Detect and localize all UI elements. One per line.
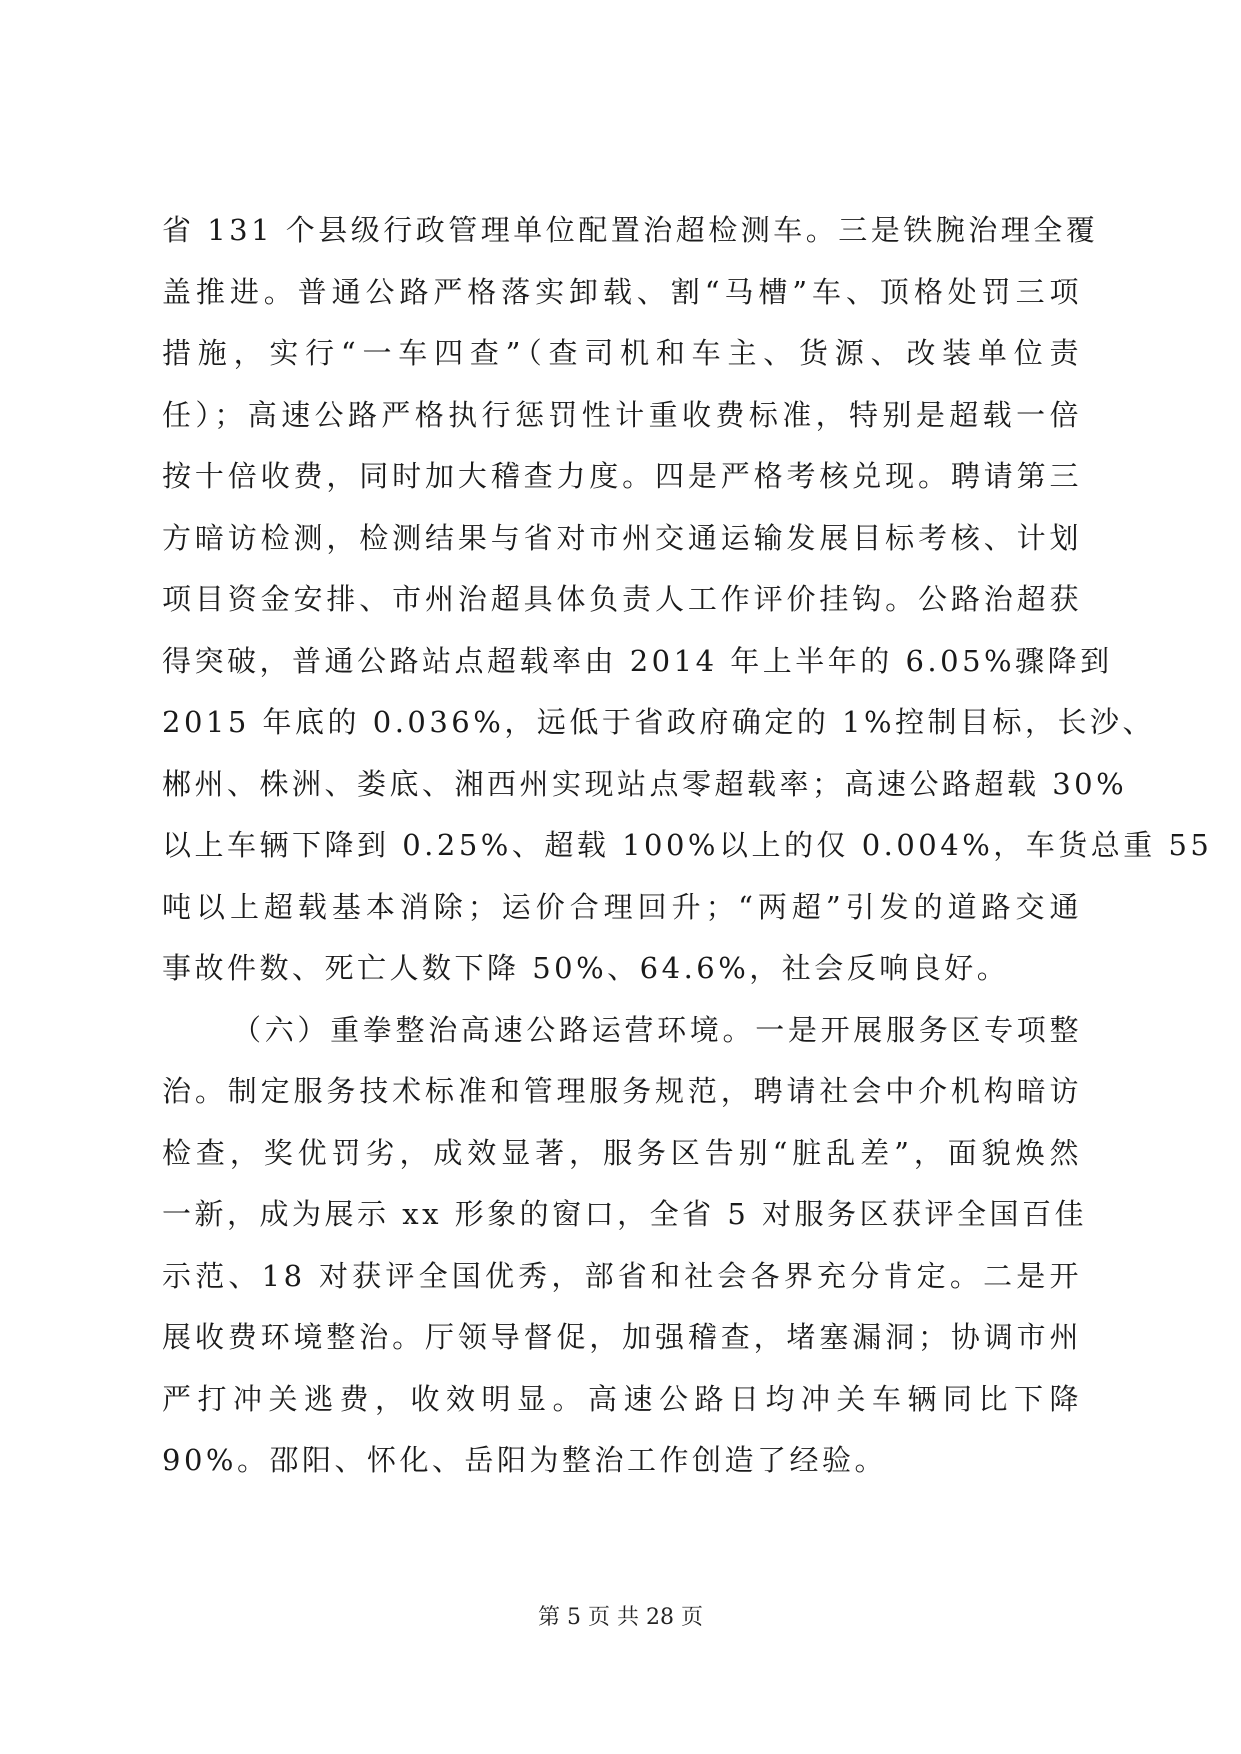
text-line: 检查，奖优罚劣，成效显著，服务区告别“脏乱差”，面貌焕然 xyxy=(162,1135,1082,1170)
text-line: 示范、18 对获评全国优秀，部省和社会各界充分肯定。二是开 xyxy=(162,1258,1082,1293)
text-line: 措施，实行“一车四查”（查司机和车主、货源、改装单位责 xyxy=(162,336,1082,370)
document-body xyxy=(162,200,1213,1492)
text-line: 省 131 个县级行政管理单位配置治超检测车。三是铁腕治理全覆 xyxy=(162,213,1099,247)
text-line: 事故件数、死亡人数下降 50%、64.6%，社会反响良好。 xyxy=(162,951,1010,985)
text-line: 2015 年底的 0.036%，远低于省政府确定的 1%控制目标，长沙、 xyxy=(162,705,1156,739)
page-number-footer: 第 5 页 共 28 页 xyxy=(538,1605,703,1630)
section-heading-line: （六）重拳整治高速公路运营环境。一是开展服务区专项整 xyxy=(232,1012,1082,1047)
text-line: 治。制定服务技术标准和管理服务规范，聘请社会中介机构暗访 xyxy=(162,1074,1082,1108)
text-line: 盖推进。普通公路严格落实卸载、割“马槽”车、顶格处罚三项 xyxy=(162,274,1082,309)
text-line: 按十倍收费，同时加大稽查力度。四是严格考核兑现。聘请第三 xyxy=(162,459,1082,493)
text-line: 项目资金安排、市州治超具体负责人工作评价挂钩。公路治超获 xyxy=(162,582,1082,616)
text-line: 郴州、株洲、娄底、湘西州实现站点零超载率；高速公路超载 30% xyxy=(162,766,1128,801)
text-line: 严打冲关逃费，收效明显。高速公路日均冲关车辆同比下降 xyxy=(162,1381,1082,1416)
text-line: 以上车辆下降到 0.25%、超载 100%以上的仅 0.004%，车货总重 55 xyxy=(162,828,1213,862)
text-line: 一新，成为展示 xx 形象的窗口，全省 5 对服务区获评全国百佳 xyxy=(162,1197,1088,1231)
text-line: 任）；高速公路严格执行惩罚性计重收费标准，特别是超载一倍 xyxy=(162,397,1082,432)
text-line: 90%。邵阳、怀化、岳阳为整治工作创造了经验。 xyxy=(162,1443,887,1477)
text-line: 吨以上超载基本消除；运价合理回升；“两超”引发的道路交通 xyxy=(162,889,1082,924)
text-line: 展收费环境整治。厅领导督促，加强稽查，堵塞漏洞；协调市州 xyxy=(162,1320,1082,1354)
text-line: 方暗访检测，检测结果与省对市州交通运输发展目标考核、计划 xyxy=(162,520,1082,555)
text-line: 得突破，普通公路站点超载率由 2014 年上半年的 6.05%骤降到 xyxy=(162,643,1113,678)
